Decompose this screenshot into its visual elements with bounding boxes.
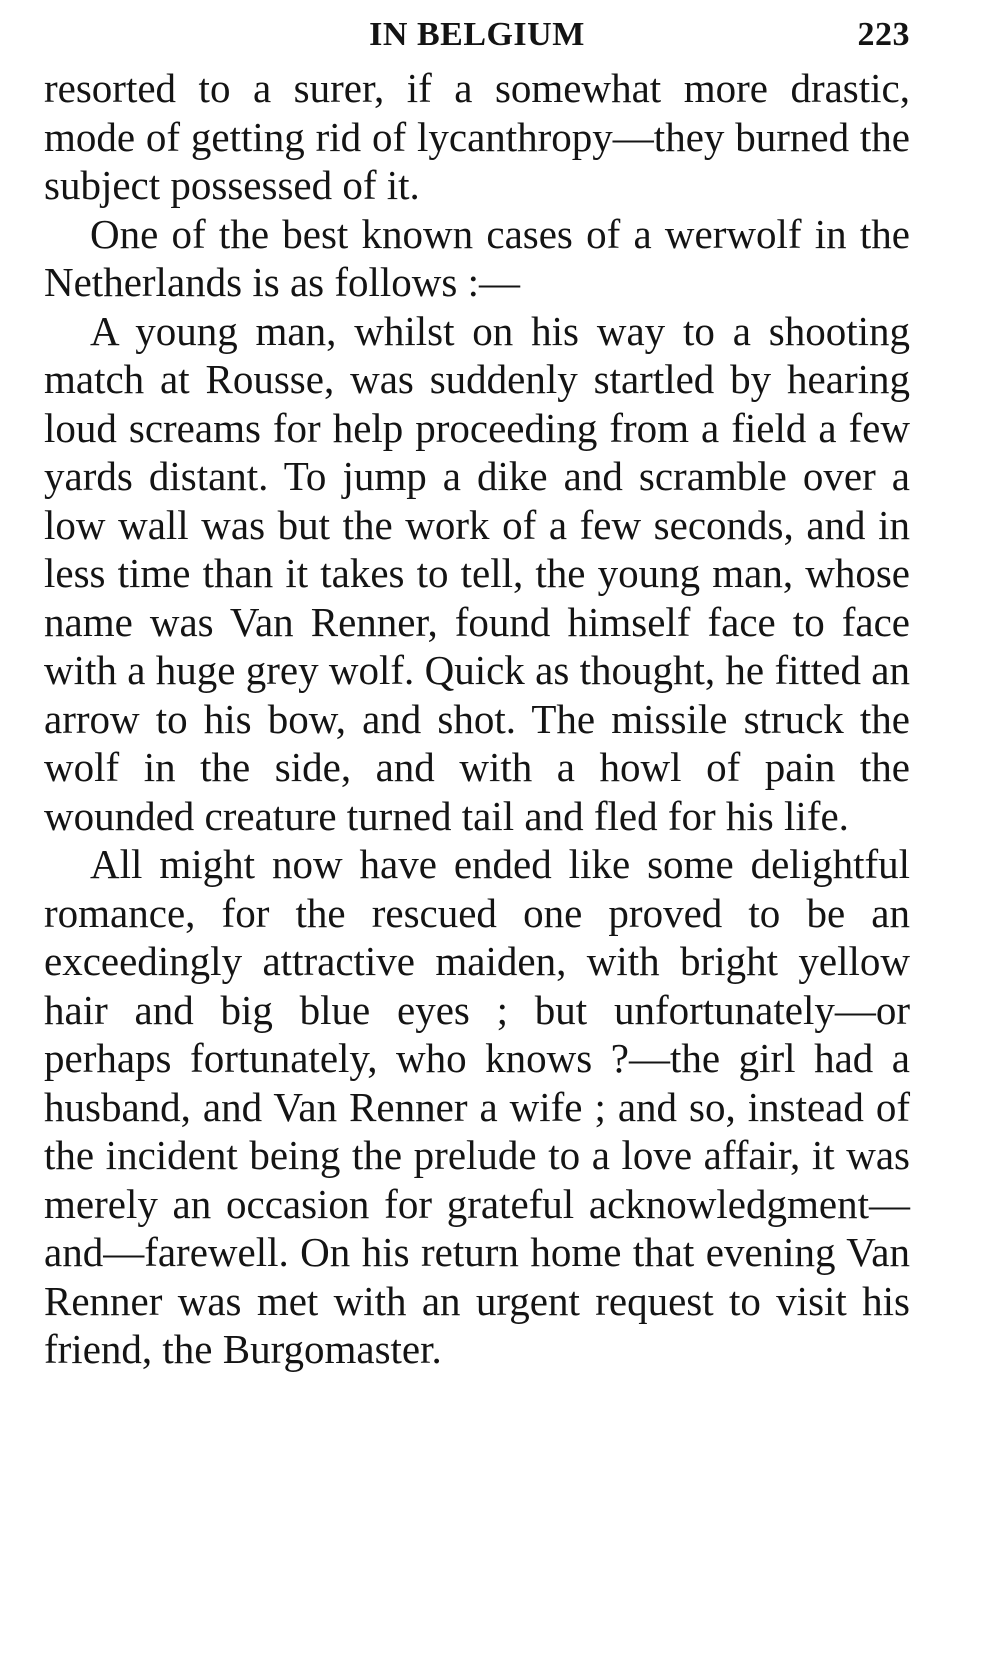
paragraph-continuation: resorted to a surer, if a somewhat more drastic, mode of getting rid of lycanthropy—they burned the subject possessed of it. bbox=[44, 65, 910, 208]
paragraph-romance: All might now have ended like some delightful romance, for the rescued one proved to be an exceedingly attractive maiden, with bright yellow hair and big blue eyes ; but unfortunately—or perhaps fortunately, who knows ?—the girl had a husband, and Van Renner a wife ; and so, instead of the incident being the prelude to a love affair, it was merely an occasion for grateful acknowledgment—and—farewell. On his return home that evening Van Renner was met with an urgent request to visit his friend, the Burgomaster. bbox=[44, 841, 910, 1372]
book-page bbox=[44, 14, 910, 1374]
body-text bbox=[44, 64, 910, 1374]
paragraph-van-renner-story: A young man, whilst on his way to a shooting match at Rousse, was suddenly startled by hearing loud screams for help proceeding from a field a few yards distant. To jump a dike and scramble over a low wall was but the work of a few seconds, and in less time than it takes to tell, the young man, whose name was Van Renner, found himself face to face with a huge grey wolf. Quick as thought, he fitted an arrow to his bow, and shot. The missile struck the wolf in the side, and with a howl of pain the wounded creature turned tail and fled for his life. bbox=[44, 307, 910, 839]
running-title: IN BELGIUM bbox=[369, 16, 585, 53]
page-number: 223 bbox=[857, 16, 910, 53]
paragraph-werwolf-intro: One of the best known cases of a werwolf in the Netherlands is as follows :— bbox=[44, 210, 910, 305]
page-header bbox=[44, 14, 910, 64]
